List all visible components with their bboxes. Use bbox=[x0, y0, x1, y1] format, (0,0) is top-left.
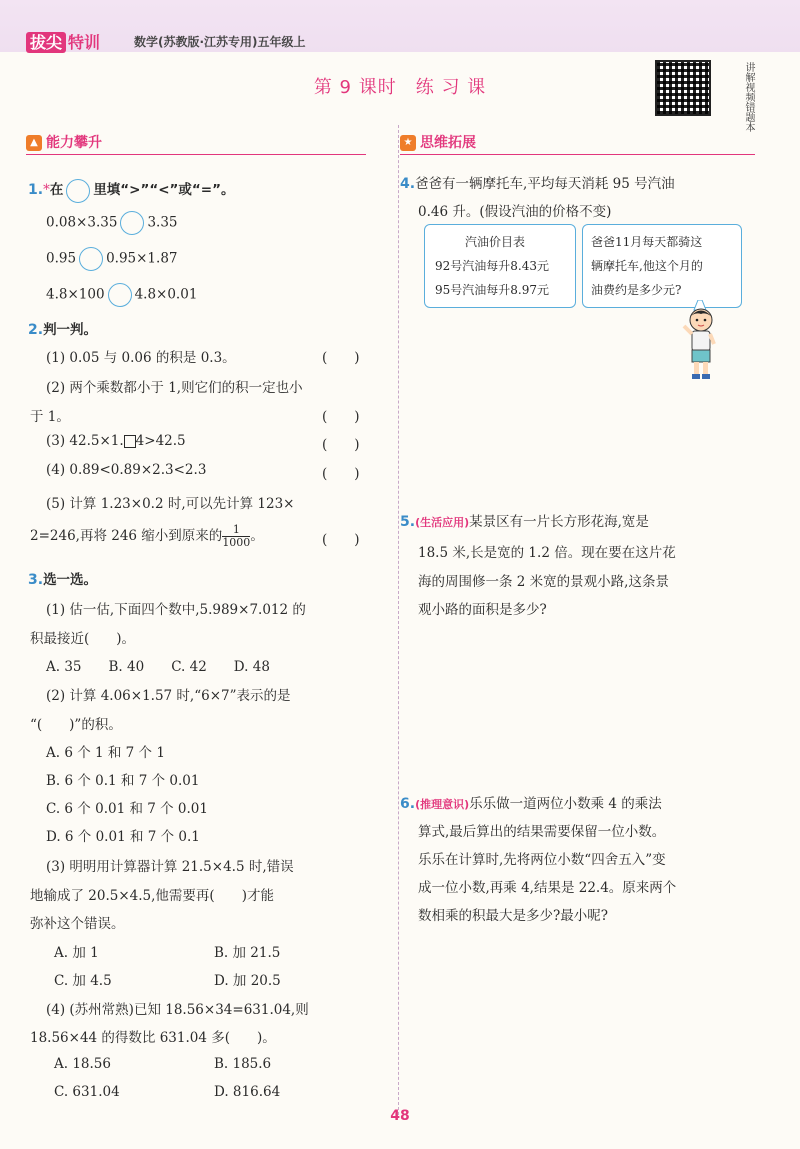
q3-option[interactable]: C. 631.04 bbox=[54, 1084, 120, 1100]
question-text: 某景区有一片长方形花海,宽是 bbox=[469, 514, 649, 530]
boy-illustration-icon bbox=[676, 300, 726, 382]
climb-icon: ▲ bbox=[26, 135, 42, 151]
expr-part: 。 bbox=[250, 528, 264, 544]
q3-option[interactable]: D. 816.64 bbox=[214, 1084, 281, 1100]
question-4-line-1 bbox=[400, 172, 675, 192]
question-text: 爸爸有一辆摩托车,平均每天消耗 95 号汽油 bbox=[415, 176, 675, 192]
q1-item-2 bbox=[46, 247, 178, 271]
answer-paren[interactable]: ( ) bbox=[322, 437, 360, 453]
q2-line-6: (5) 计算 1.23×0.2 时,可以先计算 123× bbox=[46, 496, 295, 512]
runner-icon: ★ bbox=[400, 135, 416, 151]
q3-option[interactable]: A. 加 1 bbox=[54, 945, 99, 961]
q3-options-1[interactable]: A. 35 B. 40 C. 42 D. 48 bbox=[46, 659, 270, 675]
section-title: 能力攀升 bbox=[46, 135, 102, 151]
question-number: 1. bbox=[28, 182, 44, 198]
bubble-line: 爸爸11月每天都骑这 bbox=[591, 235, 703, 249]
question-number: 6. bbox=[400, 796, 416, 812]
q3-line: 18.56×44 的得数比 631.04 多( )。 bbox=[30, 1030, 276, 1046]
q3-option[interactable]: B. 加 21.5 bbox=[214, 945, 281, 961]
brand-logo bbox=[26, 30, 100, 53]
prompt-text: 判一判。 bbox=[43, 322, 98, 338]
q1-item-1 bbox=[46, 211, 178, 235]
question-6-line: 算式,最后算出的结果需要保留一位小数。 bbox=[418, 824, 666, 840]
blank-square[interactable] bbox=[124, 435, 136, 448]
question-number: 5. bbox=[400, 514, 416, 530]
page-header bbox=[0, 0, 800, 52]
price-row-92: 92号汽油每升8.43元 bbox=[435, 259, 549, 273]
question-6-line-1 bbox=[400, 792, 662, 812]
section-underline bbox=[26, 154, 366, 155]
q1-item-3 bbox=[46, 283, 197, 307]
page-number: 48 bbox=[390, 1108, 410, 1124]
prompt-text: 里填“>”“<”或“=”。 bbox=[93, 182, 235, 198]
column-divider bbox=[398, 125, 399, 1115]
q2-line-7 bbox=[30, 524, 264, 549]
q3-option[interactable]: B. 6 个 0.1 和 7 个 0.01 bbox=[46, 773, 200, 789]
q2-line-2: (2) 两个乘数都小于 1,则它们的积一定也小 bbox=[46, 380, 303, 396]
q3-option[interactable]: C. 6 个 0.01 和 7 个 0.01 bbox=[46, 801, 208, 817]
answer-circle[interactable] bbox=[66, 179, 90, 203]
expr-part: (3) 42.5×1. bbox=[46, 433, 124, 449]
q3-line: (4) (苏州常熟)已知 18.56×34=631.04,则 bbox=[46, 1002, 309, 1018]
brand-text-2: 特训 bbox=[68, 33, 101, 52]
question-1-prompt bbox=[28, 178, 234, 203]
qr-code-icon[interactable] bbox=[655, 60, 711, 116]
qr-label: 讲解视频错题本 bbox=[743, 62, 754, 132]
q3-option[interactable]: A. 6 个 1 和 7 个 1 bbox=[46, 745, 165, 761]
gas-price-table bbox=[424, 224, 576, 308]
answer-circle[interactable] bbox=[120, 211, 144, 235]
answer-circle[interactable] bbox=[79, 247, 103, 271]
q2-line-3: 于 1。 bbox=[30, 409, 70, 425]
prompt-text: 选一选。 bbox=[43, 572, 98, 588]
section-header-thinking bbox=[400, 132, 755, 154]
section-header-ability bbox=[26, 132, 366, 154]
star-mark: * bbox=[43, 182, 50, 198]
question-3-prompt bbox=[28, 568, 97, 588]
question-tag: (生活应用) bbox=[415, 516, 470, 529]
lesson-title: 第 9 课时 练 习 课 bbox=[313, 77, 487, 98]
expr-right: 0.95×1.87 bbox=[106, 250, 178, 267]
q3-line: (3) 明明用计算器计算 21.5×4.5 时,错误 bbox=[46, 859, 294, 875]
q3-line: (2) 计算 4.06×1.57 时,“6×7”表示的是 bbox=[46, 688, 291, 704]
q3-option[interactable]: D. 6 个 0.01 和 7 个 0.1 bbox=[46, 829, 200, 845]
q2-line-5: (4) 0.89<0.89×2.3<2.3 bbox=[46, 462, 207, 478]
q3-line: “( )”的积。 bbox=[30, 717, 122, 733]
q3-line: 地输成了 20.5×4.5,他需要再( )才能 bbox=[30, 888, 274, 904]
expr-left: 0.08×3.35 bbox=[46, 214, 118, 231]
answer-circle[interactable] bbox=[108, 283, 132, 307]
question-number: 4. bbox=[400, 176, 416, 192]
question-4-line-2: 0.46 升。(假设汽油的价格不变) bbox=[418, 204, 612, 220]
q3-line: 弥补这个错误。 bbox=[30, 916, 125, 932]
q3-option[interactable]: A. 18.56 bbox=[54, 1056, 111, 1072]
price-row-95: 95号汽油每升8.97元 bbox=[435, 283, 549, 297]
question-5-line-1 bbox=[400, 510, 649, 530]
q2-line-1: (1) 0.05 与 0.06 的积是 0.3。 bbox=[46, 350, 236, 366]
question-number: 3. bbox=[28, 572, 44, 588]
bubble-line: 辆摩托车,他这个月的 bbox=[591, 259, 703, 273]
q3-option[interactable]: C. 加 4.5 bbox=[54, 973, 112, 989]
q3-option[interactable]: B. 185.6 bbox=[214, 1056, 272, 1072]
question-6-line: 成一位小数,再乘 4,结果是 22.4。原来两个 bbox=[418, 880, 677, 896]
fraction bbox=[222, 524, 250, 549]
section-title: 思维拓展 bbox=[420, 135, 476, 151]
q3-line: 积最接近( )。 bbox=[30, 631, 136, 647]
expr-left: 0.95 bbox=[46, 250, 77, 267]
answer-paren[interactable]: ( ) bbox=[322, 409, 360, 425]
expr-part: 2=246,再将 246 缩小到原来的 bbox=[30, 528, 223, 544]
question-5-line: 18.5 米,长是宽的 1.2 倍。现在要在这片花 bbox=[418, 545, 676, 561]
expr-right: 3.35 bbox=[147, 214, 178, 231]
question-2-prompt bbox=[28, 318, 97, 338]
speech-bubble bbox=[582, 224, 742, 308]
answer-paren[interactable]: ( ) bbox=[322, 532, 360, 548]
bubble-line: 油费约是多少元? bbox=[591, 283, 682, 297]
section-underline bbox=[400, 154, 755, 155]
question-text: 乐乐做一道两位小数乘 4 的乘法 bbox=[469, 796, 662, 812]
q3-option[interactable]: D. 加 20.5 bbox=[214, 973, 281, 989]
prompt-text: 在 bbox=[49, 182, 64, 198]
question-6-line: 乐乐在计算时,先将两位小数“四舍五入”变 bbox=[418, 852, 666, 868]
answer-paren[interactable]: ( ) bbox=[322, 350, 360, 366]
frac-denominator: 1000 bbox=[222, 536, 251, 549]
question-5-line: 观小路的面积是多少? bbox=[418, 602, 547, 618]
book-subtitle: 数学(苏教版·江苏专用)五年级上 bbox=[134, 35, 306, 49]
expr-part: 4>42.5 bbox=[135, 433, 186, 449]
answer-paren[interactable]: ( ) bbox=[322, 466, 360, 482]
frac-numerator: 1 bbox=[222, 524, 250, 537]
question-number: 2. bbox=[28, 322, 44, 338]
question-tag: (推理意识) bbox=[415, 798, 470, 811]
expr-left: 4.8×100 bbox=[46, 286, 105, 303]
q2-line-4 bbox=[46, 433, 186, 449]
expr-right: 4.8×0.01 bbox=[134, 286, 198, 303]
q3-line: (1) 估一估,下面四个数中,5.989×7.012 的 bbox=[46, 602, 306, 618]
question-6-line: 数相乘的积最大是多少?最小呢? bbox=[418, 908, 608, 924]
question-5-line: 海的周围修一条 2 米宽的景观小路,这条景 bbox=[418, 574, 669, 590]
price-table-title: 汽油价目表 bbox=[465, 235, 526, 249]
brand-text-1: 拔尖 bbox=[26, 32, 66, 53]
